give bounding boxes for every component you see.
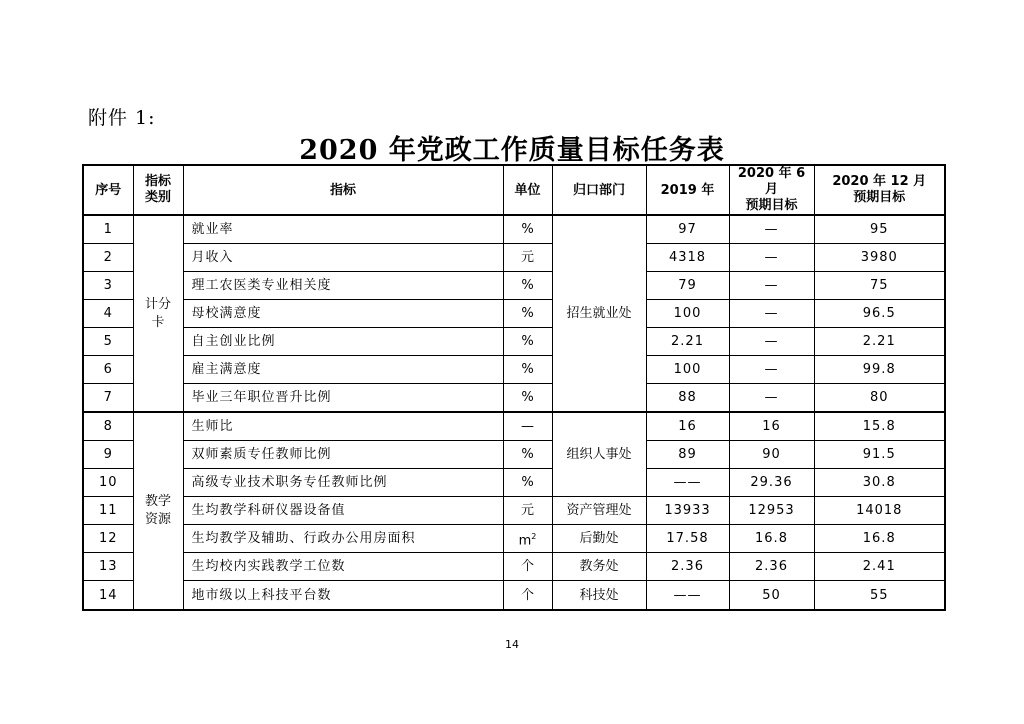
category-teaching: 教学资源 bbox=[133, 412, 183, 610]
table-row bbox=[83, 525, 945, 553]
cell-dec: 15.8 bbox=[814, 412, 945, 441]
header-dec-target bbox=[814, 165, 945, 215]
cell-unit: 个 bbox=[503, 553, 552, 581]
cell-2019: 2.36 bbox=[646, 553, 729, 581]
cell-seq: 10 bbox=[83, 469, 133, 497]
cell-2019: —— bbox=[646, 469, 729, 497]
cell-indicator: 生均校内实践教学工位数 bbox=[183, 553, 503, 581]
cell-unit: % bbox=[503, 328, 552, 356]
table-row bbox=[83, 469, 945, 497]
cell-2019: 79 bbox=[646, 272, 729, 300]
table-row bbox=[83, 581, 945, 611]
cell-indicator: 地市级以上科技平台数 bbox=[183, 581, 503, 611]
cell-june: 50 bbox=[729, 581, 814, 611]
table-row bbox=[83, 328, 945, 356]
cell-2019: 4318 bbox=[646, 244, 729, 272]
header-seq: 序号 bbox=[83, 165, 133, 215]
cell-2019: 100 bbox=[646, 356, 729, 384]
table-row bbox=[83, 497, 945, 525]
table-row bbox=[83, 412, 945, 441]
cell-2019: 16 bbox=[646, 412, 729, 441]
cell-2019: 2.21 bbox=[646, 328, 729, 356]
header-2019: 2019 年 bbox=[646, 165, 729, 215]
header-category: 指标类别 bbox=[133, 165, 183, 215]
cell-june: — bbox=[729, 272, 814, 300]
cell-june: 29.36 bbox=[729, 469, 814, 497]
cell-june: — bbox=[729, 328, 814, 356]
cell-dec: 75 bbox=[814, 272, 945, 300]
cell-dec: 91.5 bbox=[814, 441, 945, 469]
cell-seq: 6 bbox=[83, 356, 133, 384]
header-dec-line1: 2020 年 12 月 bbox=[832, 174, 927, 189]
cell-indicator: 自主创业比例 bbox=[183, 328, 503, 356]
cell-june: 16 bbox=[729, 412, 814, 441]
cell-2019: 13933 bbox=[646, 497, 729, 525]
cell-2019: —— bbox=[646, 581, 729, 611]
cell-dec: 80 bbox=[814, 384, 945, 413]
table-row bbox=[83, 553, 945, 581]
table-row bbox=[83, 441, 945, 469]
cell-seq: 4 bbox=[83, 300, 133, 328]
cell-dec: 2.21 bbox=[814, 328, 945, 356]
dept-research: 科技处 bbox=[552, 581, 646, 611]
cell-unit: % bbox=[503, 300, 552, 328]
cell-unit: — bbox=[503, 412, 552, 441]
attachment-label: 附件 1: bbox=[88, 107, 156, 129]
cell-june: — bbox=[729, 215, 814, 244]
cell-seq: 7 bbox=[83, 384, 133, 413]
cell-unit: % bbox=[503, 272, 552, 300]
cell-unit: % bbox=[503, 469, 552, 497]
cell-dec: 95 bbox=[814, 215, 945, 244]
cell-2019: 100 bbox=[646, 300, 729, 328]
cell-unit: 元 bbox=[503, 244, 552, 272]
cell-june: — bbox=[729, 384, 814, 413]
cell-june: — bbox=[729, 356, 814, 384]
cell-indicator: 月收入 bbox=[183, 244, 503, 272]
header-june-line2: 预期目标 bbox=[745, 198, 798, 213]
cell-unit: % bbox=[503, 384, 552, 413]
cell-dec: 30.8 bbox=[814, 469, 945, 497]
cell-2019: 97 bbox=[646, 215, 729, 244]
cell-seq: 5 bbox=[83, 328, 133, 356]
table-row bbox=[83, 215, 945, 244]
cell-dec: 3980 bbox=[814, 244, 945, 272]
cell-dec: 2.41 bbox=[814, 553, 945, 581]
target-task-table bbox=[82, 164, 946, 611]
unit-text: m bbox=[518, 533, 532, 549]
cell-indicator: 就业率 bbox=[183, 215, 503, 244]
category-scorecard: 计分卡 bbox=[133, 215, 183, 412]
cell-june: 90 bbox=[729, 441, 814, 469]
cell-indicator: 生师比 bbox=[183, 412, 503, 441]
cell-indicator: 高级专业技术职务专任教师比例 bbox=[183, 469, 503, 497]
cell-june: 12953 bbox=[729, 497, 814, 525]
cell-2019: 88 bbox=[646, 384, 729, 413]
cell-june: — bbox=[729, 300, 814, 328]
table-row bbox=[83, 272, 945, 300]
page-number: 14 bbox=[505, 638, 519, 651]
dept-logistics: 后勤处 bbox=[552, 525, 646, 553]
header-indicator: 指标 bbox=[183, 165, 503, 215]
page-title: 2020 年党政工作质量目标任务表 bbox=[299, 135, 725, 166]
cell-seq: 14 bbox=[83, 581, 133, 611]
cell-seq: 13 bbox=[83, 553, 133, 581]
table-row bbox=[83, 384, 945, 413]
header-unit: 单位 bbox=[503, 165, 552, 215]
cell-june: 2.36 bbox=[729, 553, 814, 581]
cell-indicator: 母校满意度 bbox=[183, 300, 503, 328]
header-june-line1: 2020 年 6 月 bbox=[737, 166, 806, 197]
table-header-row bbox=[83, 165, 945, 215]
cell-dec: 14018 bbox=[814, 497, 945, 525]
cell-indicator: 生均教学科研仪器设备值 bbox=[183, 497, 503, 525]
cell-dec: 96.5 bbox=[814, 300, 945, 328]
cell-june: 16.8 bbox=[729, 525, 814, 553]
cell-indicator: 理工农医类专业相关度 bbox=[183, 272, 503, 300]
cell-seq: 3 bbox=[83, 272, 133, 300]
dept-employment: 招生就业处 bbox=[552, 215, 646, 412]
cell-indicator: 雇主满意度 bbox=[183, 356, 503, 384]
cell-seq: 2 bbox=[83, 244, 133, 272]
cell-june: — bbox=[729, 244, 814, 272]
dept-assets: 资产管理处 bbox=[552, 497, 646, 525]
header-dec-line2: 预期目标 bbox=[853, 190, 906, 205]
cell-seq: 11 bbox=[83, 497, 133, 525]
cell-indicator: 双师素质专任教师比例 bbox=[183, 441, 503, 469]
dept-personnel: 组织人事处 bbox=[552, 412, 646, 497]
cell-dec: 55 bbox=[814, 581, 945, 611]
cell-dec: 99.8 bbox=[814, 356, 945, 384]
cell-indicator: 生均教学及辅助、行政办公用房面积 bbox=[183, 525, 503, 553]
cell-seq: 9 bbox=[83, 441, 133, 469]
unit-superscript: 2 bbox=[531, 531, 537, 541]
cell-dec: 16.8 bbox=[814, 525, 945, 553]
cell-seq: 12 bbox=[83, 525, 133, 553]
cell-unit: % bbox=[503, 441, 552, 469]
header-june-target bbox=[729, 165, 814, 215]
cell-unit: 元 bbox=[503, 497, 552, 525]
cell-unit: % bbox=[503, 215, 552, 244]
cell-unit bbox=[503, 525, 552, 553]
table-row bbox=[83, 244, 945, 272]
table-row bbox=[83, 356, 945, 384]
cell-2019: 17.58 bbox=[646, 525, 729, 553]
cell-2019: 89 bbox=[646, 441, 729, 469]
header-dept: 归口部门 bbox=[552, 165, 646, 215]
cell-indicator: 毕业三年职位晋升比例 bbox=[183, 384, 503, 413]
cell-unit: % bbox=[503, 356, 552, 384]
table-row bbox=[83, 300, 945, 328]
cell-seq: 1 bbox=[83, 215, 133, 244]
cell-seq: 8 bbox=[83, 412, 133, 441]
dept-academic: 教务处 bbox=[552, 553, 646, 581]
cell-unit: 个 bbox=[503, 581, 552, 611]
